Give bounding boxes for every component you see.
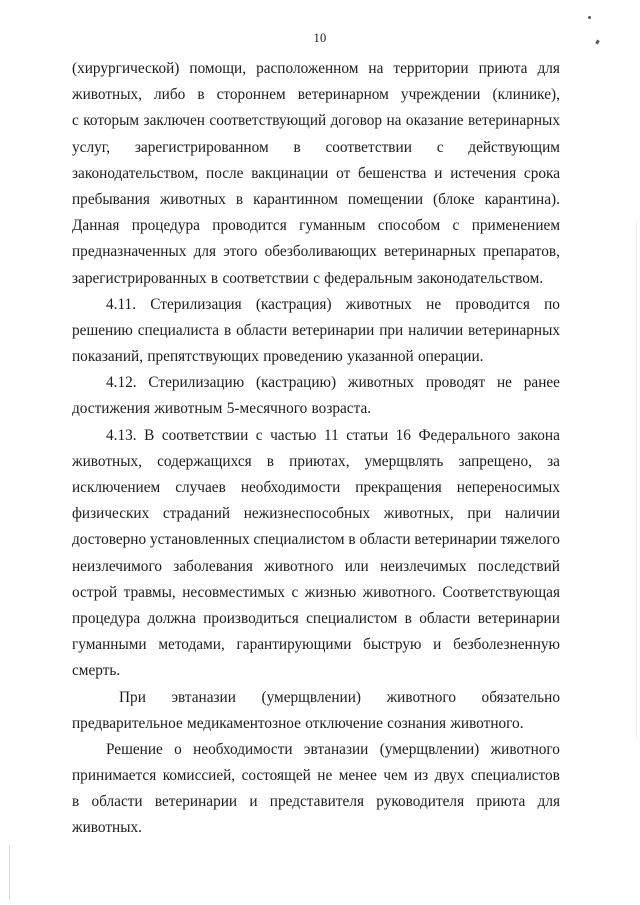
word: необходимости: [240, 479, 341, 496]
word: с: [291, 583, 299, 601]
word: от: [336, 164, 351, 182]
word: зарегистрированных: [72, 269, 207, 287]
word: указанной: [347, 348, 414, 366]
word: пребывания: [72, 190, 150, 208]
word: эвтаназии: [171, 688, 236, 706]
text-line: [72, 56, 560, 82]
word: проведению: [263, 348, 343, 366]
word: помещении: [347, 190, 424, 208]
text-line: [72, 711, 560, 737]
word: непереносимых: [456, 479, 560, 496]
word: карантина).: [484, 190, 560, 208]
word: менее: [338, 767, 377, 785]
word: запрещено,: [458, 452, 532, 470]
word: ветеринарии: [414, 531, 497, 549]
word: учреждении: [400, 86, 481, 104]
word: (хирургической): [72, 60, 180, 77]
word: достижения: [72, 400, 151, 418]
word: стороннем: [216, 86, 286, 104]
text-line: [72, 266, 560, 292]
word: не: [426, 295, 442, 313]
word: действующим: [468, 138, 560, 156]
word: предварительное: [72, 714, 183, 732]
word: не: [496, 374, 512, 392]
word: с: [452, 217, 460, 235]
word: не: [317, 767, 333, 785]
word: помощи,: [189, 60, 247, 77]
text-line: [72, 187, 560, 213]
word: зарегистрированном: [134, 138, 269, 156]
word: и: [433, 636, 442, 654]
word: бешенства: [358, 164, 427, 182]
word: гарантирующими: [236, 636, 352, 654]
text-line: [72, 580, 560, 606]
text-line: [72, 396, 560, 422]
text-line: [72, 108, 560, 134]
page-number: 10: [313, 31, 327, 45]
word: карантинном: [253, 190, 338, 208]
word: соответствующий: [209, 112, 327, 130]
word: проводится: [455, 295, 530, 313]
word: установленных: [149, 531, 250, 549]
word: при: [379, 321, 404, 339]
word: (кастрация): [255, 295, 332, 313]
text-line: [72, 658, 560, 684]
word: исключением: [72, 479, 161, 496]
word: отключение: [305, 714, 383, 732]
word: или: [344, 557, 369, 575]
word: решению: [72, 321, 133, 339]
word: принимается: [72, 767, 157, 785]
text-line: [72, 318, 560, 344]
word: ветеринарных: [468, 321, 560, 339]
scan-speck: [588, 16, 591, 19]
word: процедура: [72, 609, 141, 627]
word: специалистом: [253, 531, 345, 549]
word: 4.13.: [106, 426, 137, 444]
word: (умерщвлении): [379, 740, 480, 758]
word: Данная: [72, 217, 120, 235]
word: области: [91, 793, 143, 811]
word: ветеринарных: [383, 243, 476, 261]
word: случаев: [175, 479, 226, 496]
text-line: [72, 554, 560, 580]
word: Решение: [106, 740, 163, 758]
text-line: [72, 161, 560, 187]
word: ветеринарии: [154, 793, 238, 811]
word: проводят: [425, 374, 486, 392]
word: животных,: [72, 86, 142, 104]
word: жизнью: [304, 583, 357, 601]
text-line: [72, 213, 560, 239]
word: достоверно: [72, 531, 147, 549]
word: животного.: [450, 714, 524, 732]
word: и: [434, 164, 443, 182]
word: чем: [383, 767, 408, 785]
text-line: [72, 789, 560, 815]
word: Федерального: [418, 426, 511, 444]
word: заболевания: [173, 557, 253, 575]
word: Стерилизация: [150, 295, 242, 313]
word: животного: [386, 688, 456, 706]
word: эвтаназии: [303, 740, 369, 758]
word: физических: [72, 505, 150, 523]
word: безболезненную: [453, 636, 560, 654]
word: после: [206, 164, 244, 182]
word: договор: [330, 112, 383, 130]
word: в: [72, 793, 80, 811]
scan-edge: [9, 845, 10, 900]
word: частью: [270, 426, 317, 444]
text-line: [72, 475, 560, 501]
word: приюта: [476, 793, 526, 811]
word: ветеринарном: [297, 86, 389, 104]
word: содержащихся: [157, 452, 252, 470]
word: в: [197, 86, 205, 104]
word: при: [467, 505, 492, 523]
text-line: [72, 370, 560, 396]
word: острой: [72, 583, 118, 601]
word: быструю: [363, 636, 422, 654]
word: животным: [154, 400, 223, 418]
word: в: [348, 531, 356, 549]
word: представителя: [269, 793, 365, 811]
word: предназначенных: [72, 243, 187, 261]
word: территории: [393, 60, 469, 77]
word: в: [404, 609, 412, 627]
word: 4.12.: [106, 374, 137, 392]
word: ветеринарных: [468, 112, 560, 130]
word: по: [544, 295, 560, 313]
word: приютах,: [289, 452, 350, 470]
word: с: [313, 269, 320, 287]
word: прекращения: [355, 479, 442, 496]
text-line: [72, 632, 560, 658]
word: (клинике),: [492, 86, 560, 104]
word: производиться: [203, 609, 299, 627]
word: с: [255, 426, 263, 444]
word: животных,: [383, 505, 454, 523]
word: соответствии: [325, 138, 412, 156]
word: тяжелого: [500, 531, 560, 549]
word: сознания: [387, 714, 447, 732]
word: федеральным: [324, 269, 413, 287]
word: При: [119, 688, 146, 706]
word: Соответствующая: [442, 583, 560, 601]
word: истечения: [450, 164, 517, 182]
word: В: [144, 426, 155, 444]
word: вакцинации: [251, 164, 329, 182]
word: возраста.: [311, 400, 372, 418]
word: приюта: [478, 60, 528, 77]
word: препаратов,: [483, 243, 560, 261]
word: 5-месячного: [226, 400, 308, 418]
word: которым: [83, 112, 140, 130]
word: услуг,: [72, 138, 111, 156]
word: ветеринарии: [477, 609, 560, 627]
word: (кастрацию): [255, 374, 337, 392]
word: с: [72, 112, 79, 130]
word: о: [174, 740, 182, 758]
word: проводится: [212, 217, 287, 235]
word: для: [537, 793, 560, 811]
word: животного.: [362, 583, 436, 601]
word: травмы,: [123, 583, 176, 601]
word: этого: [223, 243, 258, 261]
word: заключен: [143, 112, 205, 130]
word: обезболивающих: [264, 243, 377, 261]
word: последствий: [477, 557, 560, 575]
word: ветеринарии: [292, 321, 375, 339]
word: применением: [471, 217, 560, 235]
word: руководителя: [376, 793, 465, 811]
word: препятствующих: [147, 348, 259, 366]
word: расположенном: [256, 60, 359, 77]
word: животных.: [72, 819, 142, 837]
word: статьи: [346, 426, 389, 444]
word: животных: [345, 295, 412, 313]
word: в: [293, 138, 301, 156]
text-line: [72, 449, 560, 475]
word: обязательно: [481, 688, 560, 706]
word: соответствии: [161, 426, 249, 444]
word: умерщвлять: [364, 452, 444, 470]
word: на: [368, 60, 384, 77]
word: нежизнеспособных: [243, 505, 371, 523]
word: гуманным: [299, 217, 366, 235]
word: 11: [323, 426, 339, 444]
text-line: [72, 292, 560, 318]
word: должна: [147, 609, 196, 627]
word: животных,: [72, 452, 142, 470]
word: операции.: [418, 348, 484, 366]
word: медикаментозное: [187, 714, 301, 732]
word: наличии: [408, 321, 464, 339]
word: животного: [490, 740, 560, 758]
text-line: [72, 815, 560, 841]
word: способом: [377, 217, 441, 235]
document-body: [72, 56, 560, 842]
word: специалистом: [306, 609, 398, 627]
word: (умерщвлении): [261, 688, 362, 706]
word: животных: [159, 190, 226, 208]
word: процедура: [131, 217, 200, 235]
word: 4.11.: [106, 295, 137, 313]
word: из: [413, 767, 429, 785]
word: закона: [517, 426, 560, 444]
word: для: [537, 60, 560, 77]
word: с: [436, 138, 444, 156]
word: специалиста: [137, 321, 220, 339]
word: 16: [395, 426, 411, 444]
word: комиссией,: [162, 767, 236, 785]
text-line: [72, 501, 560, 527]
text-line: [72, 763, 560, 789]
word: методами,: [158, 636, 225, 654]
word: неизлечимого: [72, 557, 162, 575]
word: на: [386, 112, 402, 130]
text-line: [72, 527, 560, 553]
word: несовместимых: [182, 583, 286, 601]
word: неизлечимых: [379, 557, 467, 575]
text-line: [72, 344, 560, 370]
text-line: [72, 239, 560, 265]
word: либо: [154, 86, 186, 104]
word: за: [547, 452, 560, 470]
word: срока: [523, 164, 560, 182]
scan-edge: [636, 220, 637, 740]
word: состоящей: [241, 767, 311, 785]
text-line: [72, 737, 560, 763]
text-line: [72, 82, 560, 108]
word: специалистов: [470, 767, 560, 785]
word: законодательством,: [72, 164, 199, 182]
text-line: [72, 423, 560, 449]
word: страданий: [162, 505, 231, 523]
word: области: [359, 531, 411, 549]
word: ранее: [523, 374, 560, 392]
word: животного: [264, 557, 334, 575]
word: двух: [434, 767, 465, 785]
word: в: [266, 452, 275, 470]
text-line: [72, 685, 560, 711]
word: смерть.: [72, 662, 121, 680]
word: в: [235, 190, 244, 208]
text-line: [72, 135, 560, 161]
word: и: [249, 793, 258, 811]
word: наличии: [504, 505, 560, 523]
word: в: [223, 321, 232, 339]
word: (блоке: [433, 190, 475, 208]
word: Стерилизацию: [148, 374, 245, 392]
word: для: [193, 243, 217, 261]
word: необходимости: [193, 740, 293, 758]
text-line: [72, 606, 560, 632]
word: области: [419, 609, 471, 627]
word: соответствии: [222, 269, 309, 287]
word: законодательством.: [416, 269, 544, 287]
word: животных: [347, 374, 414, 392]
word: в: [210, 269, 219, 287]
word: оказание: [405, 112, 464, 130]
word: показаний,: [72, 348, 144, 366]
word: области: [236, 321, 288, 339]
word: гуманными: [72, 636, 147, 654]
